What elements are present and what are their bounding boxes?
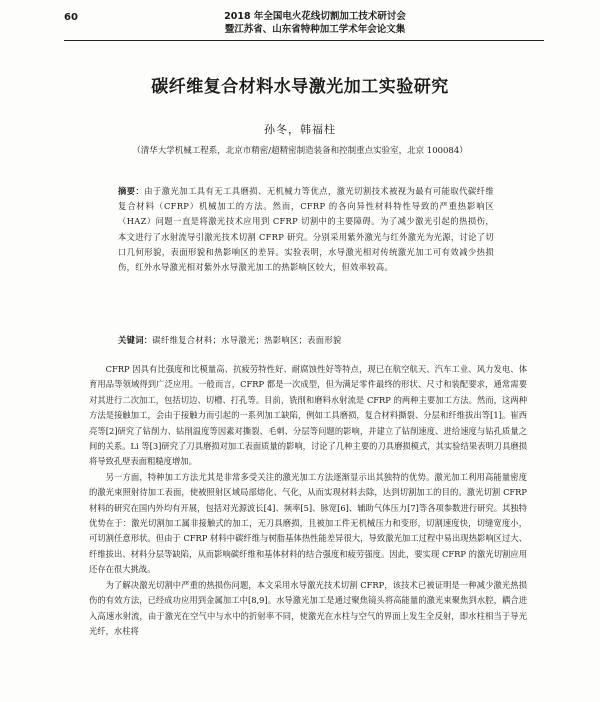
keywords-label: 关键词： bbox=[118, 335, 153, 345]
running-header-line-2: 暨江苏省、山东省特种加工学术年会论文集 bbox=[224, 24, 406, 35]
keywords bbox=[118, 333, 494, 348]
running-header bbox=[150, 10, 480, 36]
body-paragraph: 为了解决激光切割中严重的热损伤问题，本文采用水导激光技术切割 CFRP，该技术已被证明是一种减少激光热损伤的有效方法，已经成功应用到金属加工中[8,9]。水导激光加工是通过聚焦镜头将高能量的激光束聚焦到水腔，耦合进入高速水射流，由于激光在空气中与水中的折射率不同，使激光在水柱与空气的界面上发生全反射，即水柱相当于导光光纤，水柱将 bbox=[89, 579, 527, 636]
keywords-text: 碳纤维复合材料；水导激光；热影响区；表面形貌 bbox=[152, 335, 342, 345]
page-number: 60 bbox=[64, 12, 78, 23]
paper-title: 碳纤维复合材料水导激光加工实验研究 bbox=[151, 77, 449, 97]
body-paragraph: CFRP 因具有比强度和比模量高、抗疲劳特性好、耐腐蚀性好等特点，现已在航空航天、汽车工业、风力发电、体育用品等领域得到广泛应用。一般而言，CFRP 都是一次成型，但为满足零件最终的形状、尺寸和装配要求，通常需要对其进行二次加工，包括切边、切槽、打孔等。目前，铣削和磨料水射流是 CFRP 的两种主要加工方法。然而，这两种方法是接触加工，会由于接触力而引起的一系列加工缺陷，例如工具磨损，复合材料撕裂、分层和纤维拔出等[1]。崔西亮等[2]研究了钻削力、钻削温度等因素对撕裂、毛刺、分层等问题的影响，并建立了钻削速度、进给速度与钻孔质量之间的关系。Li 等[3]研究了刀具磨损对加工表面质量的影响，讨论了几种主要的刀具磨损模式，其实验结果表明刀具磨损将导致孔壁表面粗糙度增加。 bbox=[89, 364, 527, 467]
body-paragraph: 另一方面，特种加工方法尤其是非常多受关注的激光加工方法逐渐显示出其独特的优势。激光加工利用高能量密度的激光束照射待加工表面，使被照射区域局部熔化、气化，从而实现材料去除，达到切割加工的目的。激光切割 CFRP 材料的研究在国内外均有开展，包括对光源波长[4]、频率[5]、脉宽[6]、辅助气体压力[7]等各项参数进行研究。其独特优势在于：激光切割加工属非接触式的加工，无刀具磨损，且被加工件无机械压力和变形，切割速度快，切缝宽度小，可切割任意形状。但由于 CFRP 材料中碳纤维与树脂基体热性能差异很大，导致激光加工过程中易出现热影响区过大、纤维拔出、材料分层等缺陷，从而影响碳纤维和基体材料的结合强度和疲劳强度。因此，要实现 CFRP 的激光切割应用还存在很大挑战。 bbox=[89, 471, 527, 575]
authors: 孙冬，韩福柱 bbox=[264, 123, 336, 136]
abstract bbox=[118, 184, 494, 275]
affiliation: （清华大学机械工程系，北京市精密/超精密制造装备和控制重点实验室，北京 100084） bbox=[132, 146, 468, 156]
header-rule bbox=[64, 40, 544, 41]
body-text bbox=[89, 362, 527, 639]
abstract-text: 由于激光加工具有无工具磨损、无机械力等优点，激光切割技术被视为最有可能取代碳纤维复合材料（CFRP）机械加工的方法。然而，CFRP 的各向异性材料特性导致的严重热影响区（HAZ）问题一直是将激光技术应用到 CFRP 切割中的主要障碍。为了减少激光引起的热损伤，本文进行了水射流导引激光技术切割 CFRP 研究。分别采用紫外激光与红外激光为光源，讨论了切口几何形貌，表面形貌和热影响区的差异。实验表明，水导激光相对传统激光加工可有效减少热损伤，红外水导激光相对紫外水导激光加工的热影响区较大，但效率较高。 bbox=[118, 186, 494, 273]
abstract-label: 摘要： bbox=[118, 186, 145, 196]
running-header-line-1: 2018 年全国电火花线切割加工技术研讨会 bbox=[224, 11, 406, 22]
